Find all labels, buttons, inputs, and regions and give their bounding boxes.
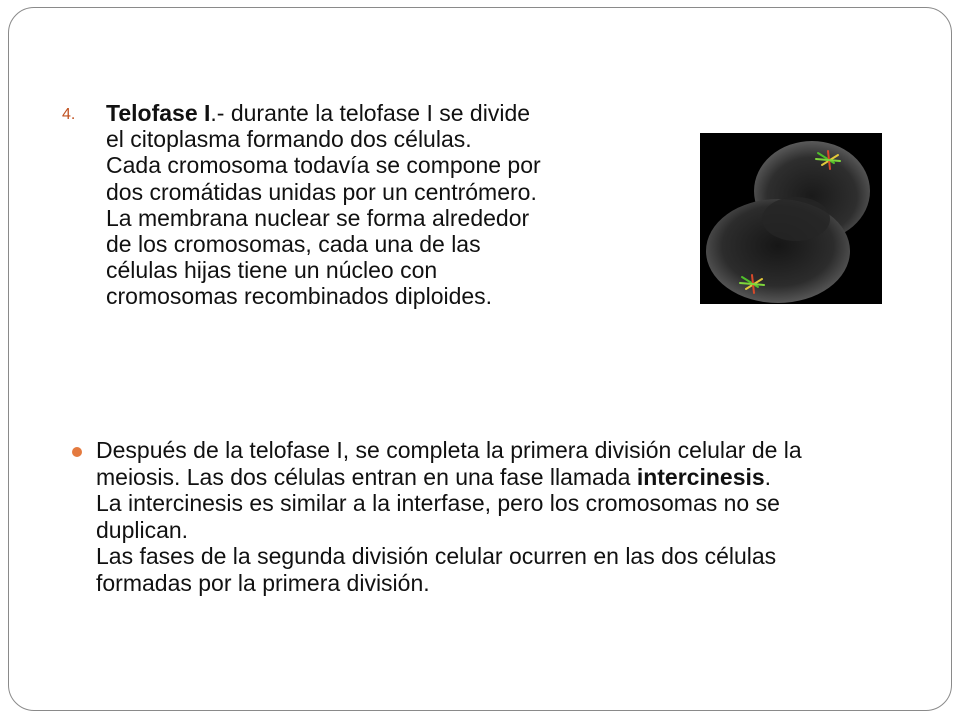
- para-line: Después de la telofase I, se completa la primera división celular de la: [96, 437, 802, 463]
- para-line: Las fases de la segunda división celular ocurren en las dos células: [96, 543, 777, 570]
- intercinesis-paragraph: [96, 437, 936, 597]
- para-line: de los cromosomas, cada una de las: [106, 231, 481, 258]
- telofase-paragraph: [106, 100, 626, 310]
- para-line-text: meiosis. Las dos células entran en una fase llamada: [96, 463, 637, 490]
- para-line-text: .: [764, 463, 772, 490]
- para-line: células hijas tiene un núcleo con: [106, 257, 438, 284]
- bullet-dot-icon: [72, 447, 82, 457]
- list-number: 4.: [62, 106, 76, 123]
- para-line: [106, 100, 626, 126]
- para-line: duplican.: [96, 516, 189, 543]
- para-line: [96, 464, 936, 491]
- para-line: formadas por la primera división.: [96, 569, 430, 596]
- term-telofase: Telofase I: [106, 100, 211, 126]
- para-line: dos cromátidas unidas por un centrómero.: [106, 178, 537, 205]
- para-line: La intercinesis es similar a la interfase, pero los cromosomas no se: [96, 490, 780, 517]
- para-line: el citoplasma formando dos células.: [106, 126, 472, 153]
- dividing-cell-image: [700, 133, 882, 304]
- para-line: cromosomas recombinados diploides.: [106, 283, 493, 310]
- para-line: La membrana nuclear se forma alrededor: [106, 204, 530, 231]
- term-intercinesis: intercinesis: [636, 463, 765, 490]
- para-line-text: .- durante la telofase I se divide: [210, 100, 531, 126]
- para-line: Cada cromosoma todavía se compone por: [106, 152, 541, 179]
